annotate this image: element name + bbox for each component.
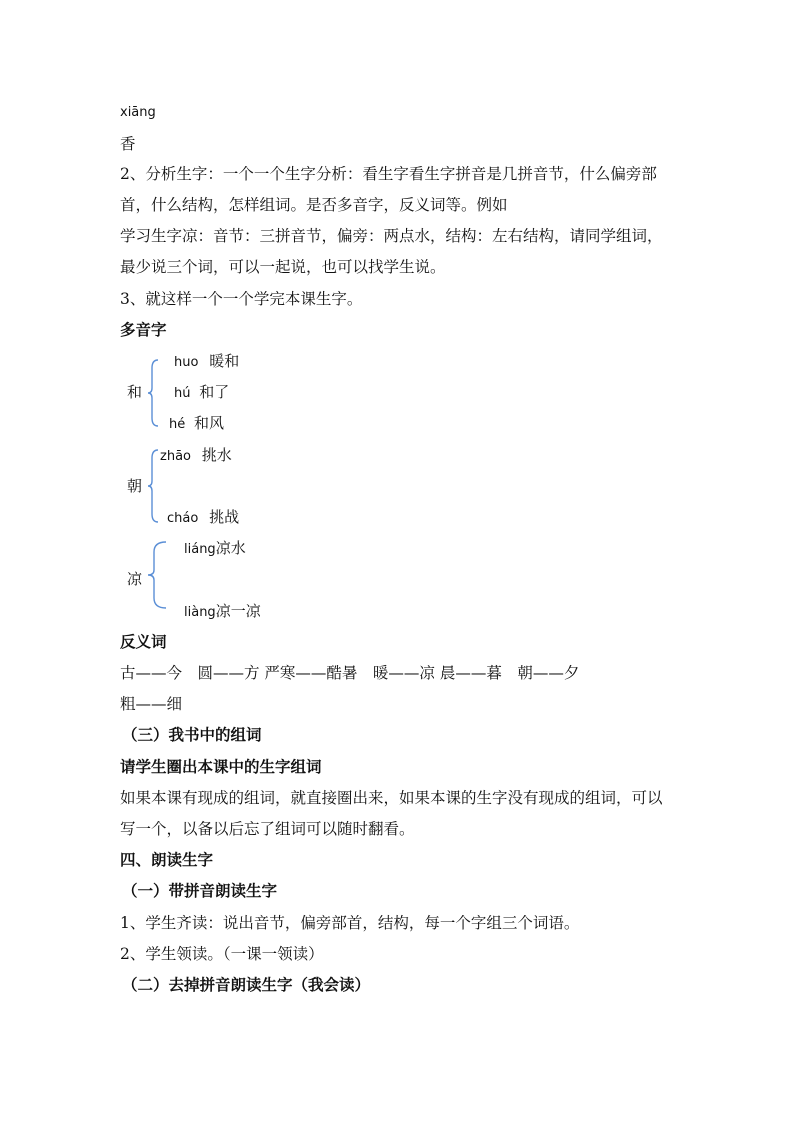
step2-line-b: 首，什么结构，怎样组词。是否多音字，反义词等。例如 [120, 196, 508, 214]
polyphone-char: 朝 [127, 477, 143, 495]
section3-para-a: 如果本课有现成的组词，就直接圈出来，如果本课的生字没有现成的组词，可以 [120, 789, 663, 807]
pinyin-xiang: xiāng [120, 105, 156, 120]
section3-heading: （三）我书中的组词 [122, 725, 262, 744]
section4-sub1: （一）带拼音朗读生字 [122, 881, 278, 900]
reading-row: hú 和了 [174, 383, 230, 401]
brace-icon [146, 358, 160, 428]
reading-row: huo 暖和 [174, 352, 240, 370]
section4-item2: 2、学生领读。（一课一领读） [120, 945, 324, 963]
step3-line: 3、就这样一个一个学完本课生字。 [120, 290, 363, 308]
polyphone-heading: 多音字 [120, 320, 167, 339]
antonym-heading: 反义词 [120, 632, 167, 651]
antonym-row-2: 粗——细 [120, 695, 183, 713]
brace-icon [146, 448, 160, 524]
step2-line-a: 2、分析生字：一个一个生字分析：看生字看生字拼音是几拼音节，什么偏旁部 [120, 165, 657, 183]
reading-row: hé 和风 [169, 414, 225, 432]
section3-para-b: 写一个，以备以后忘了组词可以随时翻看。 [120, 820, 415, 838]
char-xiang: 香 [120, 135, 136, 153]
section3-subheading: 请学生圈出本课中的生字组词 [120, 757, 322, 776]
reading-row: liáng凉水 [184, 539, 246, 557]
step2-line-d: 最少说三个词，可以一起说，也可以找学生说。 [120, 258, 446, 276]
reading-row: zhāo 挑水 [160, 446, 232, 464]
section4-sub2: （二）去掉拼音朗读生字（我会读） [122, 975, 371, 994]
step2-line-c: 学习生字凉：音节：三拼音节，偏旁：两点水，结构：左右结构，请同学组词， [120, 227, 663, 245]
reading-row: cháo 挑战 [167, 508, 240, 526]
brace-icon [146, 540, 168, 610]
antonym-row-1: 古——今 圆——方 严寒——酷暑 暖——凉 晨——暮 朝——夕 [120, 664, 580, 682]
section4-item1: 1、学生齐读：说出音节，偏旁部首，结构，每一个字组三个词语。 [120, 914, 580, 932]
reading-row: liàng凉一凉 [184, 602, 261, 620]
polyphone-char: 和 [127, 383, 143, 401]
section4-heading: 四、朗读生字 [120, 850, 214, 869]
polyphone-char: 凉 [127, 570, 143, 588]
